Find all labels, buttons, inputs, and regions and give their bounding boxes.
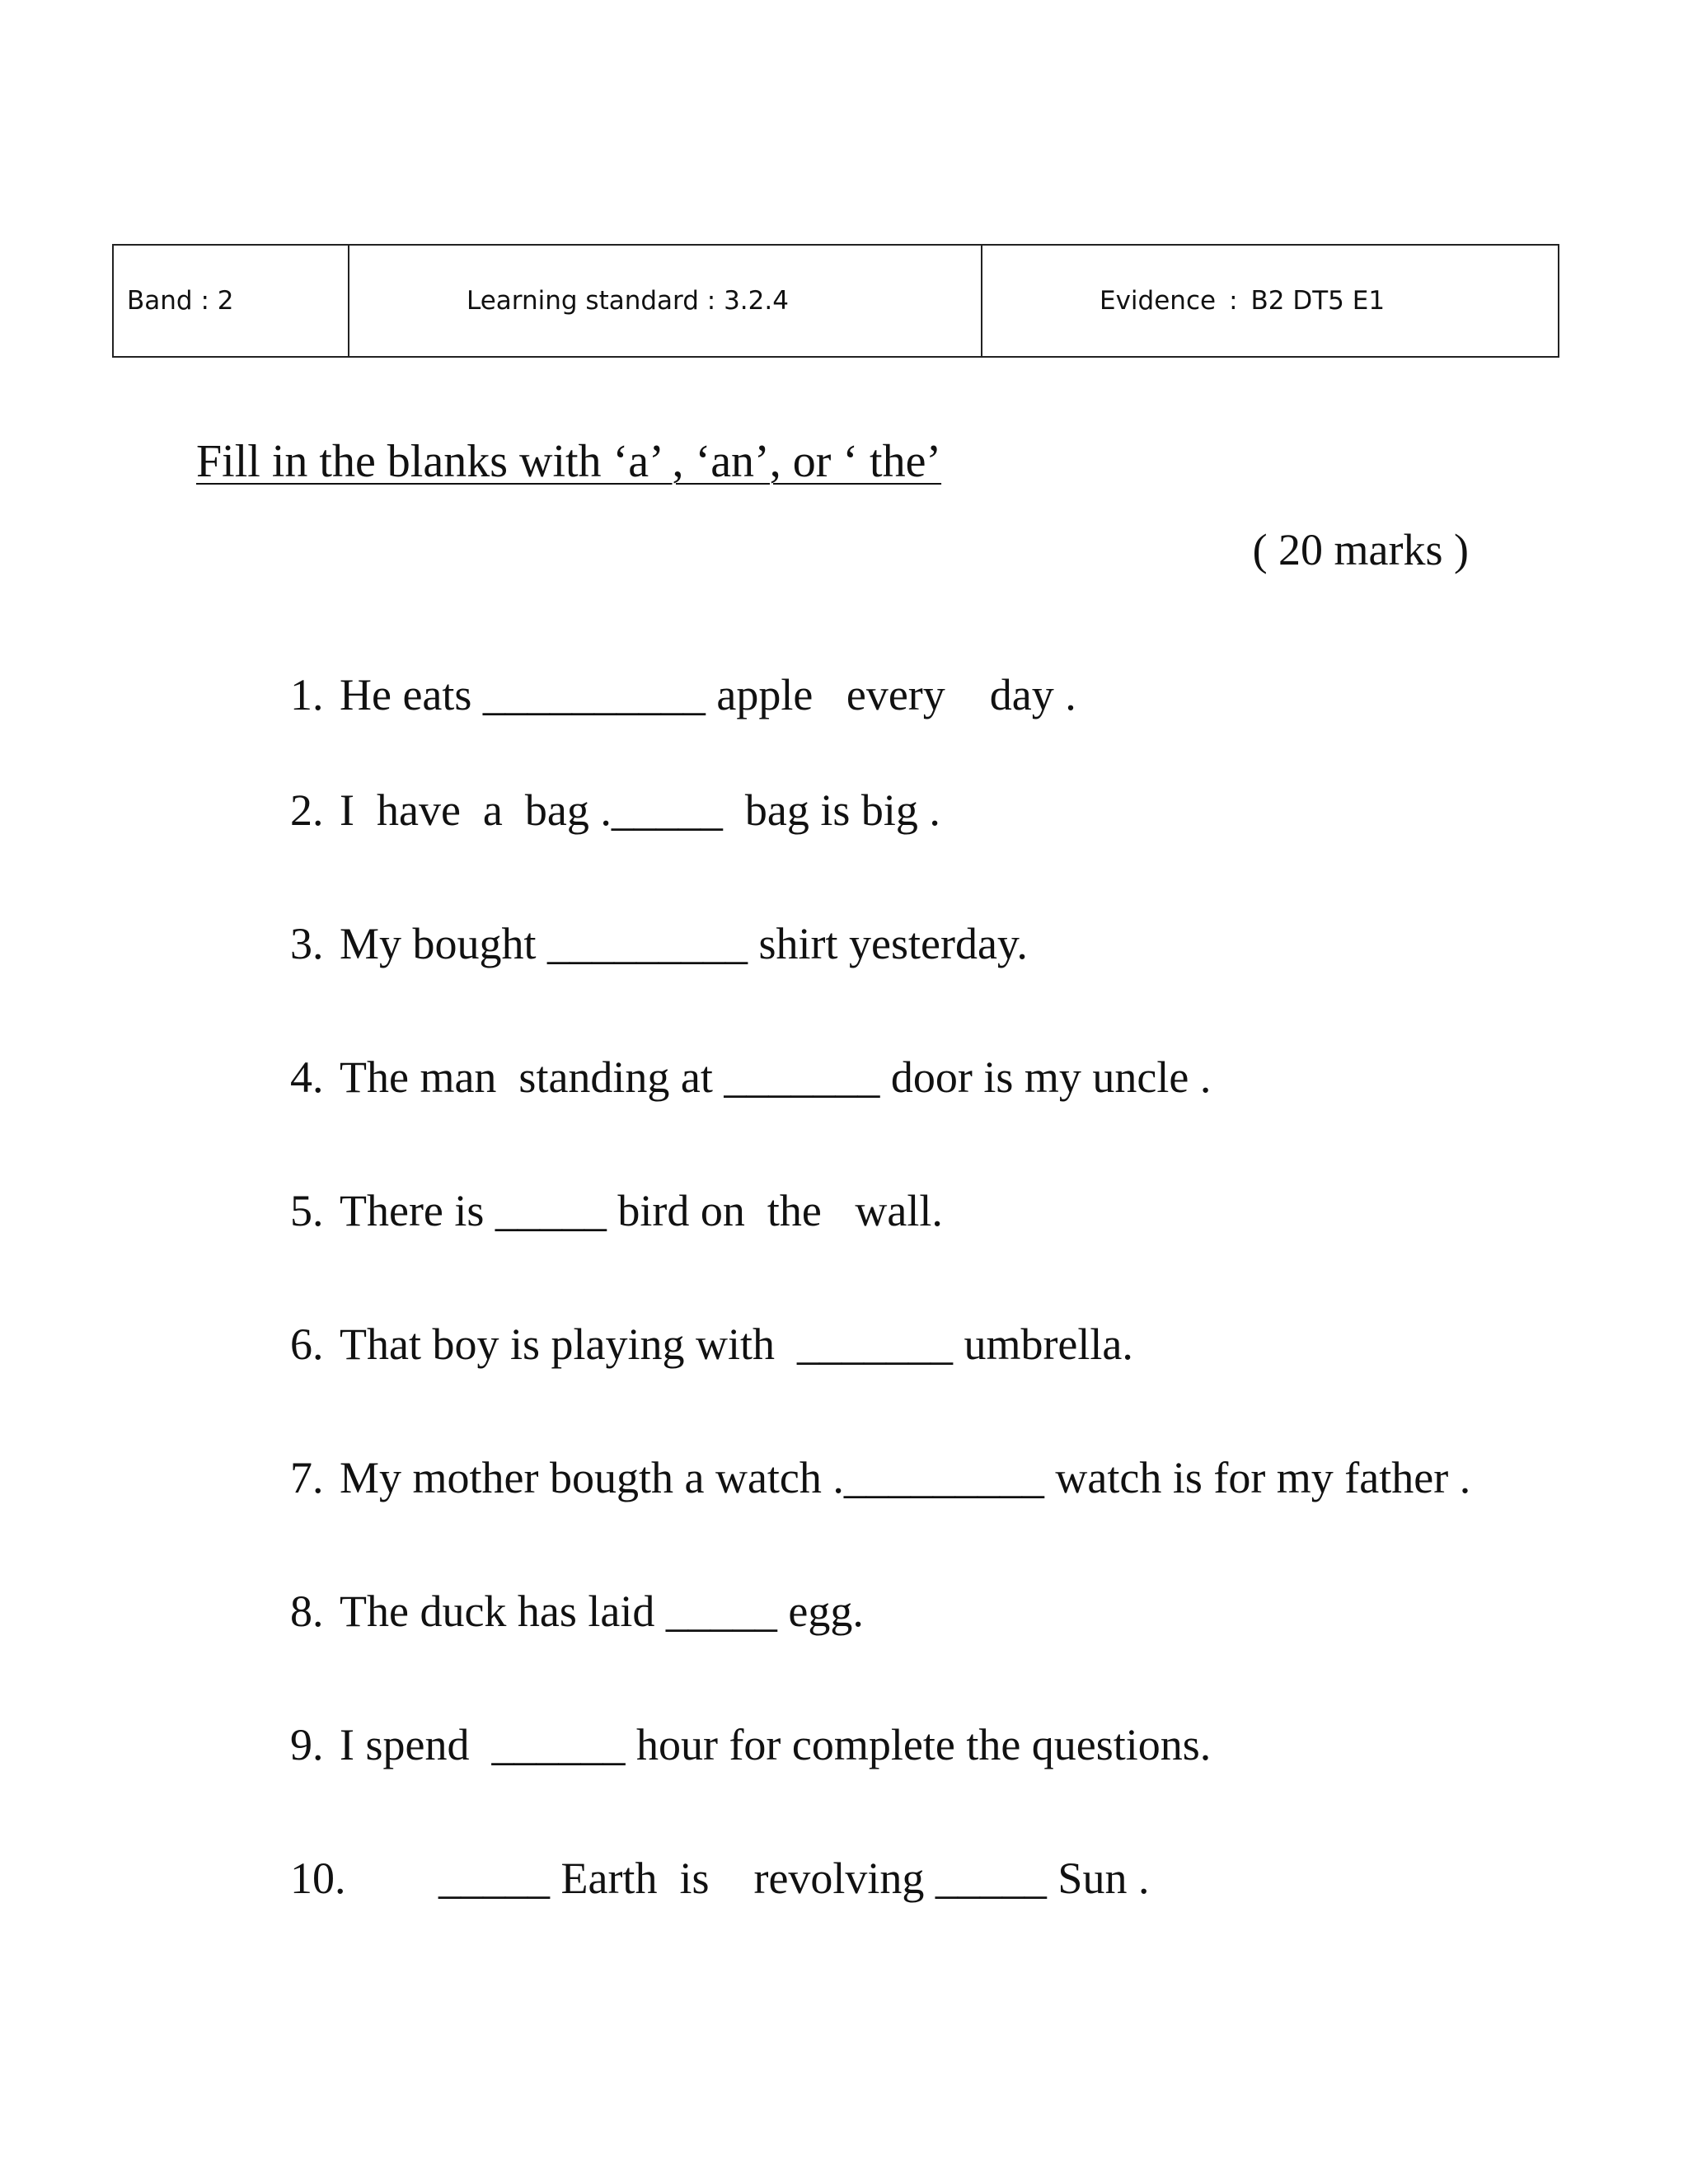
question-number: 2. [290,785,324,835]
question-text: The man standing at _______ door is my uncle . [340,1052,1212,1102]
question-text: There is _____ bird on the wall. [340,1186,943,1235]
learning-standard-cell [349,246,982,356]
question-number: 4. [290,1052,324,1102]
question-text: I have a bag ._____ bag is big . [340,785,940,835]
question-number: 1. [290,670,324,719]
header-table [112,244,1559,358]
question-number: 5. [290,1186,324,1235]
question-number: 6. [290,1319,324,1369]
instruction-heading: Fill in the blanks with ‘a’ , ‘an’, or ‘ the’ [196,436,942,487]
evidence-cell [982,246,1558,356]
learning-standard-label: Learning standard : 3.2.4 [467,286,789,316]
question-number: 10. [290,1854,346,1903]
question-number: 8. [290,1586,324,1636]
evidence-label: Evidence [1100,286,1217,316]
band-label: Band : 2 [127,286,234,316]
evidence-value: B2 DT5 E1 [1250,286,1386,316]
question-text: _____ Earth is revolving _____ Sun . [438,1854,1150,1903]
question-text: He eats __________ apple every day . [340,670,1076,719]
question-item [246,1792,1149,1965]
question-text: I spend ______ hour for complete the questions. [340,1720,1212,1769]
question-text: My bought _________ shirt yesterday. [340,919,1028,968]
question-text: My mother bougth a watch ._________ watch is for my father . [340,1453,1471,1502]
question-text: The duck has laid _____ egg. [340,1586,864,1636]
question-text: That boy is playing with _______ umbrella. [340,1319,1133,1369]
question-number: 9. [290,1720,324,1769]
evidence-separator: : [1229,286,1238,316]
question-number: 7. [290,1453,324,1502]
marks-label: ( 20 marks ) [1252,525,1469,574]
band-cell [114,246,349,356]
question-number: 3. [290,919,324,968]
